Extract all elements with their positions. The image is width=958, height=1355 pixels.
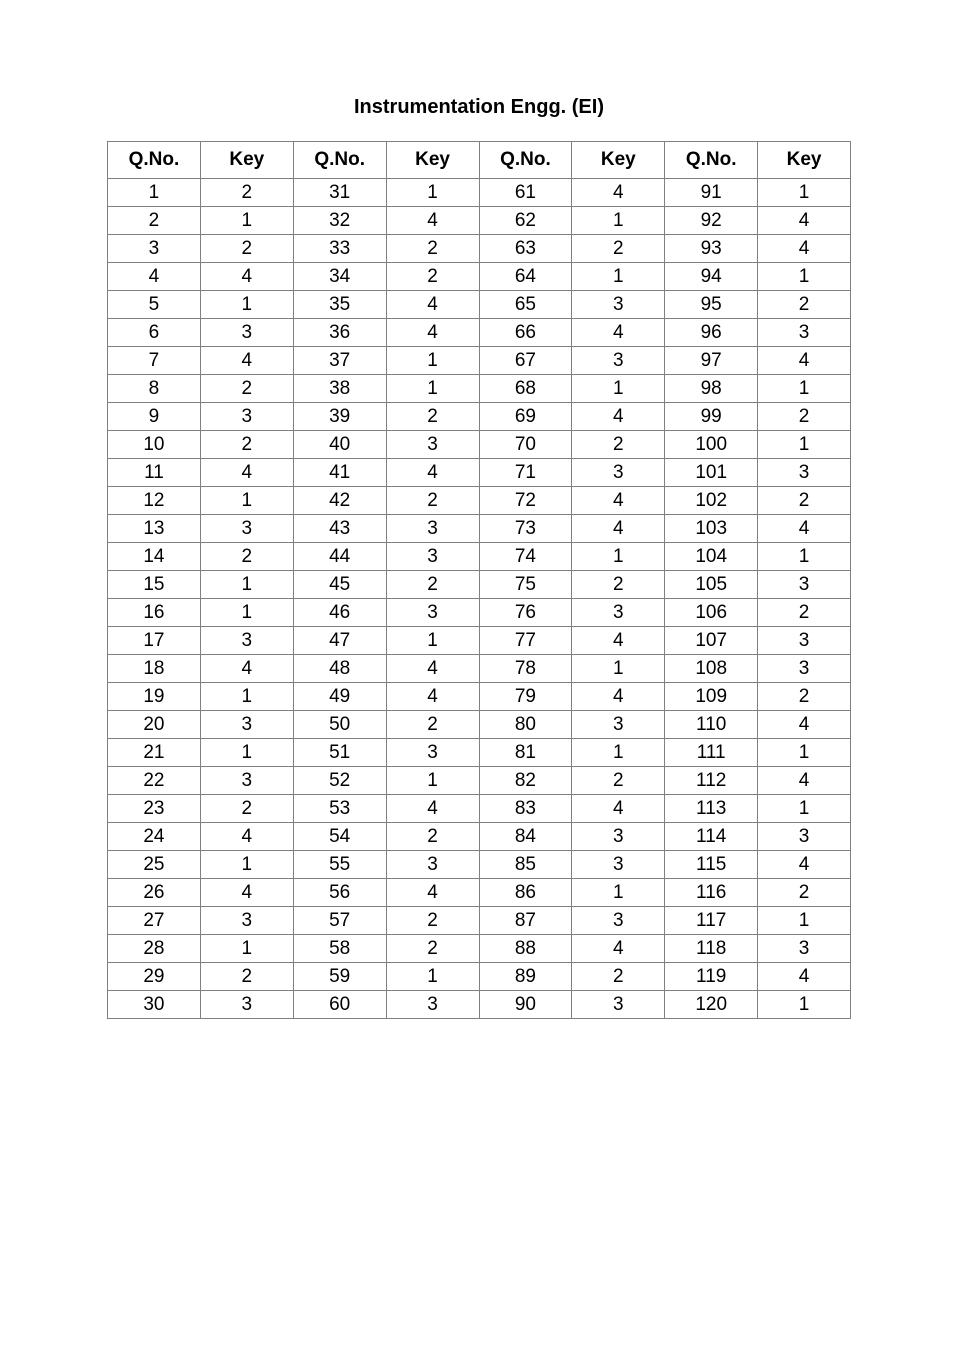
question-number-cell: 34 (293, 263, 386, 291)
question-number-cell: 17 (108, 627, 201, 655)
question-number-cell: 25 (108, 851, 201, 879)
question-number-cell: 91 (665, 179, 758, 207)
question-number-cell: 73 (479, 515, 572, 543)
question-number-cell: 101 (665, 459, 758, 487)
question-number-cell: 7 (108, 347, 201, 375)
answer-key-cell: 4 (386, 683, 479, 711)
table-row (108, 739, 851, 767)
answer-key-cell: 1 (758, 543, 851, 571)
answer-key-cell: 3 (200, 319, 293, 347)
answer-key-cell: 2 (758, 403, 851, 431)
question-number-cell: 32 (293, 207, 386, 235)
answer-key-cell: 1 (200, 739, 293, 767)
answer-key-cell: 2 (386, 487, 479, 515)
question-number-cell: 37 (293, 347, 386, 375)
answer-key-cell: 4 (572, 403, 665, 431)
answer-key-cell: 4 (572, 683, 665, 711)
answer-key-cell: 2 (386, 823, 479, 851)
answer-key-cell: 3 (572, 599, 665, 627)
answer-key-cell: 2 (386, 235, 479, 263)
question-number-cell: 38 (293, 375, 386, 403)
answer-key-cell: 1 (200, 291, 293, 319)
question-number-cell: 120 (665, 991, 758, 1019)
question-number-cell: 52 (293, 767, 386, 795)
answer-key-cell: 3 (572, 851, 665, 879)
answer-key-cell: 3 (572, 823, 665, 851)
answer-key-cell: 4 (572, 319, 665, 347)
table-row (108, 291, 851, 319)
answer-key-cell: 2 (572, 235, 665, 263)
table-row (108, 599, 851, 627)
question-number-cell: 104 (665, 543, 758, 571)
table-row (108, 795, 851, 823)
answer-key-cell: 3 (386, 599, 479, 627)
answer-key-cell: 3 (572, 991, 665, 1019)
answer-key-cell: 4 (758, 515, 851, 543)
question-number-cell: 97 (665, 347, 758, 375)
question-number-cell: 35 (293, 291, 386, 319)
table-row (108, 263, 851, 291)
question-number-cell: 16 (108, 599, 201, 627)
question-number-cell: 33 (293, 235, 386, 263)
answer-key-cell: 3 (572, 291, 665, 319)
answer-key-cell: 3 (200, 991, 293, 1019)
question-number-cell: 93 (665, 235, 758, 263)
answer-key-cell: 2 (386, 403, 479, 431)
question-number-cell: 76 (479, 599, 572, 627)
column-header-qno: Q.No. (665, 142, 758, 179)
question-number-cell: 90 (479, 991, 572, 1019)
table-row (108, 459, 851, 487)
question-number-cell: 29 (108, 963, 201, 991)
table-row (108, 235, 851, 263)
answer-key-cell: 1 (386, 627, 479, 655)
answer-key-cell: 1 (758, 991, 851, 1019)
column-header-key: Key (386, 142, 479, 179)
question-number-cell: 47 (293, 627, 386, 655)
answer-key-cell: 4 (386, 795, 479, 823)
column-header-key: Key (758, 142, 851, 179)
table-row (108, 347, 851, 375)
question-number-cell: 100 (665, 431, 758, 459)
answer-key-cell: 1 (200, 487, 293, 515)
answer-key-cell: 3 (758, 935, 851, 963)
answer-key-cell: 4 (758, 347, 851, 375)
question-number-cell: 108 (665, 655, 758, 683)
answer-key-cell: 3 (200, 515, 293, 543)
question-number-cell: 60 (293, 991, 386, 1019)
answer-key-cell: 3 (386, 543, 479, 571)
question-number-cell: 49 (293, 683, 386, 711)
question-number-cell: 23 (108, 795, 201, 823)
question-number-cell: 116 (665, 879, 758, 907)
answer-key-cell: 2 (572, 963, 665, 991)
answer-key-cell: 1 (386, 375, 479, 403)
table-row (108, 963, 851, 991)
question-number-cell: 13 (108, 515, 201, 543)
answer-key-cell: 2 (200, 543, 293, 571)
question-number-cell: 4 (108, 263, 201, 291)
question-number-cell: 89 (479, 963, 572, 991)
column-header-qno: Q.No. (293, 142, 386, 179)
answer-key-cell: 3 (572, 347, 665, 375)
table-row (108, 767, 851, 795)
question-number-cell: 110 (665, 711, 758, 739)
answer-key-cell: 4 (758, 851, 851, 879)
question-number-cell: 59 (293, 963, 386, 991)
answer-key-cell: 3 (386, 431, 479, 459)
answer-key-cell: 2 (386, 935, 479, 963)
question-number-cell: 31 (293, 179, 386, 207)
question-number-cell: 82 (479, 767, 572, 795)
answer-key-cell: 2 (758, 487, 851, 515)
answer-key-cell: 3 (758, 823, 851, 851)
question-number-cell: 72 (479, 487, 572, 515)
question-number-cell: 48 (293, 655, 386, 683)
question-number-cell: 63 (479, 235, 572, 263)
answer-key-cell: 3 (200, 767, 293, 795)
question-number-cell: 36 (293, 319, 386, 347)
question-number-cell: 24 (108, 823, 201, 851)
answer-key-cell: 3 (758, 571, 851, 599)
answer-key-cell: 2 (572, 431, 665, 459)
table-row (108, 627, 851, 655)
answer-key-cell: 2 (758, 599, 851, 627)
answer-key-cell: 1 (200, 683, 293, 711)
question-number-cell: 114 (665, 823, 758, 851)
answer-key-cell: 4 (386, 291, 479, 319)
table-row (108, 683, 851, 711)
answer-key-cell: 1 (572, 375, 665, 403)
question-number-cell: 26 (108, 879, 201, 907)
question-number-cell: 20 (108, 711, 201, 739)
question-number-cell: 11 (108, 459, 201, 487)
answer-key-cell: 4 (386, 879, 479, 907)
question-number-cell: 54 (293, 823, 386, 851)
question-number-cell: 42 (293, 487, 386, 515)
answer-key-cell: 4 (200, 263, 293, 291)
table-row (108, 571, 851, 599)
answer-key-cell: 2 (758, 879, 851, 907)
answer-key-cell: 3 (758, 655, 851, 683)
answer-key-cell: 1 (200, 571, 293, 599)
answer-key-cell: 3 (200, 627, 293, 655)
answer-key-cell: 2 (386, 711, 479, 739)
question-number-cell: 43 (293, 515, 386, 543)
question-number-cell: 8 (108, 375, 201, 403)
table-row (108, 655, 851, 683)
column-header-key: Key (200, 142, 293, 179)
table-row (108, 515, 851, 543)
answer-key-cell: 2 (386, 571, 479, 599)
question-number-cell: 67 (479, 347, 572, 375)
answer-key-cell: 1 (572, 655, 665, 683)
question-number-cell: 112 (665, 767, 758, 795)
answer-key-cell: 1 (758, 431, 851, 459)
question-number-cell: 27 (108, 907, 201, 935)
question-number-cell: 3 (108, 235, 201, 263)
answer-key-cell: 1 (758, 179, 851, 207)
answer-key-cell: 3 (758, 459, 851, 487)
answer-key-cell: 4 (386, 207, 479, 235)
table-row (108, 991, 851, 1019)
question-number-cell: 1 (108, 179, 201, 207)
question-number-cell: 94 (665, 263, 758, 291)
question-number-cell: 6 (108, 319, 201, 347)
answer-key-cell: 4 (200, 347, 293, 375)
answer-key-cell: 4 (200, 655, 293, 683)
question-number-cell: 10 (108, 431, 201, 459)
question-number-cell: 71 (479, 459, 572, 487)
answer-key-cell: 4 (572, 627, 665, 655)
question-number-cell: 98 (665, 375, 758, 403)
answer-key-cell: 4 (386, 459, 479, 487)
answer-key-cell: 3 (386, 739, 479, 767)
question-number-cell: 69 (479, 403, 572, 431)
question-number-cell: 66 (479, 319, 572, 347)
question-number-cell: 45 (293, 571, 386, 599)
question-number-cell: 58 (293, 935, 386, 963)
column-header-qno: Q.No. (479, 142, 572, 179)
question-number-cell: 15 (108, 571, 201, 599)
answer-key-cell: 3 (572, 711, 665, 739)
answer-key-cell: 2 (200, 431, 293, 459)
answer-key-cell: 2 (572, 571, 665, 599)
question-number-cell: 87 (479, 907, 572, 935)
table-row (108, 907, 851, 935)
question-number-cell: 39 (293, 403, 386, 431)
answer-key-cell: 4 (572, 487, 665, 515)
answer-key-cell: 1 (572, 879, 665, 907)
question-number-cell: 40 (293, 431, 386, 459)
question-number-cell: 55 (293, 851, 386, 879)
question-number-cell: 117 (665, 907, 758, 935)
answer-key-cell: 2 (200, 375, 293, 403)
answer-key-cell: 1 (200, 599, 293, 627)
question-number-cell: 95 (665, 291, 758, 319)
answer-key-cell: 4 (758, 963, 851, 991)
question-number-cell: 53 (293, 795, 386, 823)
answer-key-cell: 3 (758, 627, 851, 655)
column-header-key: Key (572, 142, 665, 179)
question-number-cell: 68 (479, 375, 572, 403)
column-header-qno: Q.No. (108, 142, 201, 179)
answer-key-cell: 1 (572, 739, 665, 767)
question-number-cell: 92 (665, 207, 758, 235)
table-row (108, 711, 851, 739)
question-number-cell: 115 (665, 851, 758, 879)
answer-key-cell: 4 (200, 823, 293, 851)
answer-key-cell: 3 (386, 515, 479, 543)
question-number-cell: 21 (108, 739, 201, 767)
answer-key-cell: 1 (200, 207, 293, 235)
question-number-cell: 65 (479, 291, 572, 319)
page-title: Instrumentation Engg. (EI) (354, 96, 604, 118)
table-body (108, 179, 851, 1019)
table-row (108, 487, 851, 515)
table-row (108, 375, 851, 403)
question-number-cell: 118 (665, 935, 758, 963)
question-number-cell: 9 (108, 403, 201, 431)
table-row (108, 319, 851, 347)
question-number-cell: 80 (479, 711, 572, 739)
answer-key-cell: 4 (200, 459, 293, 487)
question-number-cell: 75 (479, 571, 572, 599)
answer-key-cell: 1 (386, 767, 479, 795)
answer-key-cell: 1 (200, 935, 293, 963)
table-row (108, 879, 851, 907)
question-number-cell: 86 (479, 879, 572, 907)
table-header-row (108, 142, 851, 179)
answer-key-cell: 1 (572, 263, 665, 291)
answer-key-cell: 2 (386, 263, 479, 291)
answer-key-cell: 4 (572, 179, 665, 207)
answer-key-cell: 4 (572, 795, 665, 823)
question-number-cell: 50 (293, 711, 386, 739)
question-number-cell: 106 (665, 599, 758, 627)
question-number-cell: 107 (665, 627, 758, 655)
question-number-cell: 12 (108, 487, 201, 515)
answer-key-cell: 4 (758, 207, 851, 235)
answer-key-cell: 2 (200, 179, 293, 207)
answer-key-cell: 1 (758, 263, 851, 291)
answer-key-cell: 3 (758, 319, 851, 347)
question-number-cell: 83 (479, 795, 572, 823)
question-number-cell: 84 (479, 823, 572, 851)
answer-key-cell: 1 (758, 907, 851, 935)
table-row (108, 207, 851, 235)
question-number-cell: 88 (479, 935, 572, 963)
answer-key-cell: 4 (572, 935, 665, 963)
question-number-cell: 28 (108, 935, 201, 963)
question-number-cell: 61 (479, 179, 572, 207)
table-row (108, 823, 851, 851)
question-number-cell: 5 (108, 291, 201, 319)
question-number-cell: 46 (293, 599, 386, 627)
answer-key-cell: 2 (200, 235, 293, 263)
answer-key-cell: 3 (386, 851, 479, 879)
question-number-cell: 30 (108, 991, 201, 1019)
answer-key-cell: 4 (386, 319, 479, 347)
question-number-cell: 14 (108, 543, 201, 571)
question-number-cell: 77 (479, 627, 572, 655)
answer-key-cell: 2 (200, 795, 293, 823)
table-row (108, 543, 851, 571)
answer-key-cell: 1 (758, 795, 851, 823)
question-number-cell: 99 (665, 403, 758, 431)
answer-key-cell: 1 (572, 543, 665, 571)
answer-key-cell: 3 (572, 907, 665, 935)
answer-key-cell: 1 (386, 179, 479, 207)
question-number-cell: 109 (665, 683, 758, 711)
question-number-cell: 64 (479, 263, 572, 291)
question-number-cell: 105 (665, 571, 758, 599)
answer-key-cell: 1 (572, 207, 665, 235)
question-number-cell: 85 (479, 851, 572, 879)
question-number-cell: 70 (479, 431, 572, 459)
question-number-cell: 44 (293, 543, 386, 571)
question-number-cell: 113 (665, 795, 758, 823)
answer-key-cell: 4 (758, 711, 851, 739)
table-row (108, 179, 851, 207)
question-number-cell: 41 (293, 459, 386, 487)
answer-key-cell: 3 (386, 991, 479, 1019)
question-number-cell: 51 (293, 739, 386, 767)
answer-key-cell: 1 (386, 347, 479, 375)
answer-key-cell: 2 (758, 683, 851, 711)
table-row (108, 431, 851, 459)
question-number-cell: 81 (479, 739, 572, 767)
answer-key-cell: 3 (200, 711, 293, 739)
answer-key-cell: 2 (200, 963, 293, 991)
answer-key-cell: 4 (758, 767, 851, 795)
answer-key-cell: 1 (758, 375, 851, 403)
question-number-cell: 79 (479, 683, 572, 711)
question-number-cell: 103 (665, 515, 758, 543)
answer-key-cell: 2 (758, 291, 851, 319)
question-number-cell: 96 (665, 319, 758, 347)
question-number-cell: 111 (665, 739, 758, 767)
question-number-cell: 56 (293, 879, 386, 907)
answer-key-cell: 2 (572, 767, 665, 795)
question-number-cell: 19 (108, 683, 201, 711)
answer-key-cell: 4 (572, 515, 665, 543)
question-number-cell: 119 (665, 963, 758, 991)
question-number-cell: 74 (479, 543, 572, 571)
answer-key-cell: 3 (572, 459, 665, 487)
question-number-cell: 62 (479, 207, 572, 235)
answer-key-cell: 1 (386, 963, 479, 991)
table-row (108, 851, 851, 879)
answer-key-cell: 4 (200, 879, 293, 907)
answer-key-cell: 2 (386, 907, 479, 935)
question-number-cell: 18 (108, 655, 201, 683)
question-number-cell: 2 (108, 207, 201, 235)
question-number-cell: 102 (665, 487, 758, 515)
question-number-cell: 78 (479, 655, 572, 683)
question-number-cell: 22 (108, 767, 201, 795)
answer-key-cell: 3 (200, 907, 293, 935)
answer-key-table (107, 141, 851, 1019)
question-number-cell: 57 (293, 907, 386, 935)
answer-key-cell: 1 (758, 739, 851, 767)
table-row (108, 935, 851, 963)
answer-key-cell: 4 (386, 655, 479, 683)
answer-key-cell: 3 (200, 403, 293, 431)
table-row (108, 403, 851, 431)
answer-key-cell: 1 (200, 851, 293, 879)
answer-key-cell: 4 (758, 235, 851, 263)
